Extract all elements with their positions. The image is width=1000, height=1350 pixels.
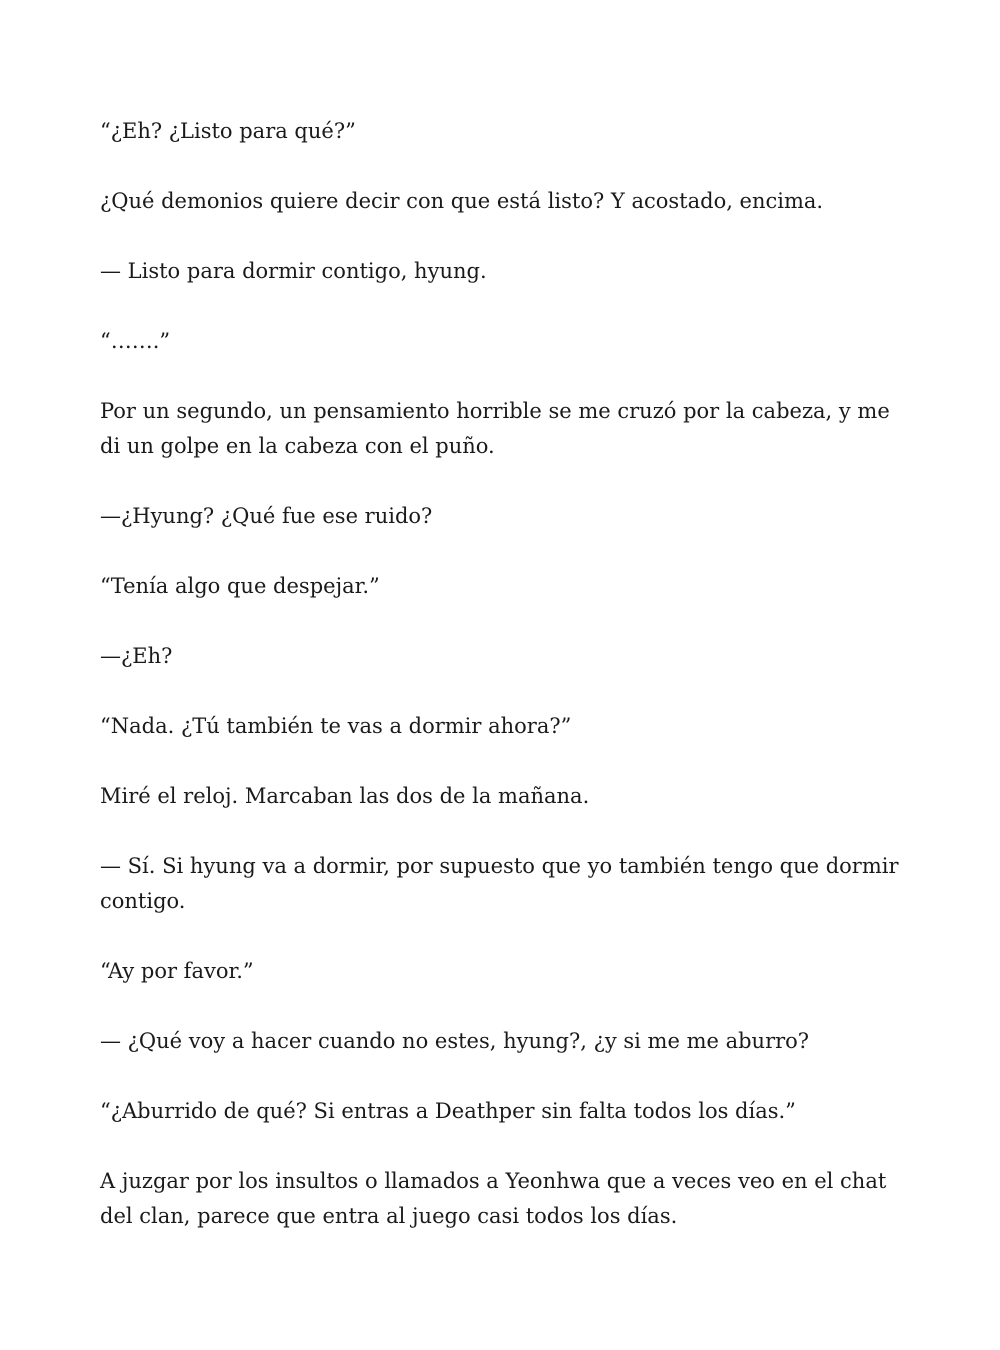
paragraph: A juzgar por los insultos o llamados a Yeonhwa que a veces veo en el chat del clan, parece que entra al juego casi todos los días. (100, 1169, 887, 1228)
paragraph: —¿Hyung? ¿Qué fue ese ruido? (100, 504, 433, 528)
paragraph: — Sí. Si hyung va a dormir, por supuesto que yo también tengo que dormir contigo. (100, 854, 899, 913)
paragraph: “Ay por favor.” (100, 959, 254, 983)
paragraph: Por un segundo, un pensamiento horrible se me cruzó por la cabeza, y me di un golpe en la cabeza con el puño. (100, 399, 890, 458)
document-body (100, 114, 900, 1269)
paragraph: “¿Aburrido de qué? Si entras a Deathper sin falta todos los días.” (100, 1099, 796, 1123)
paragraph: “Tenía algo que despejar.” (100, 574, 380, 598)
paragraph: “¿Eh? ¿Listo para qué?” (100, 119, 356, 143)
paragraph: Miré el reloj. Marcaban las dos de la mañana. (100, 784, 590, 808)
paragraph: ¿Qué demonios quiere decir con que está listo? Y acostado, encima. (100, 189, 824, 213)
paragraph: “Nada. ¿Tú también te vas a dormir ahora?” (100, 714, 572, 738)
paragraph: “…….” (100, 329, 171, 353)
paragraph: — ¿Qué voy a hacer cuando no estes, hyung?, ¿y si me me aburro? (100, 1029, 810, 1053)
paragraph: — Listo para dormir contigo, hyung. (100, 259, 487, 283)
paragraph: —¿Eh? (100, 644, 173, 668)
